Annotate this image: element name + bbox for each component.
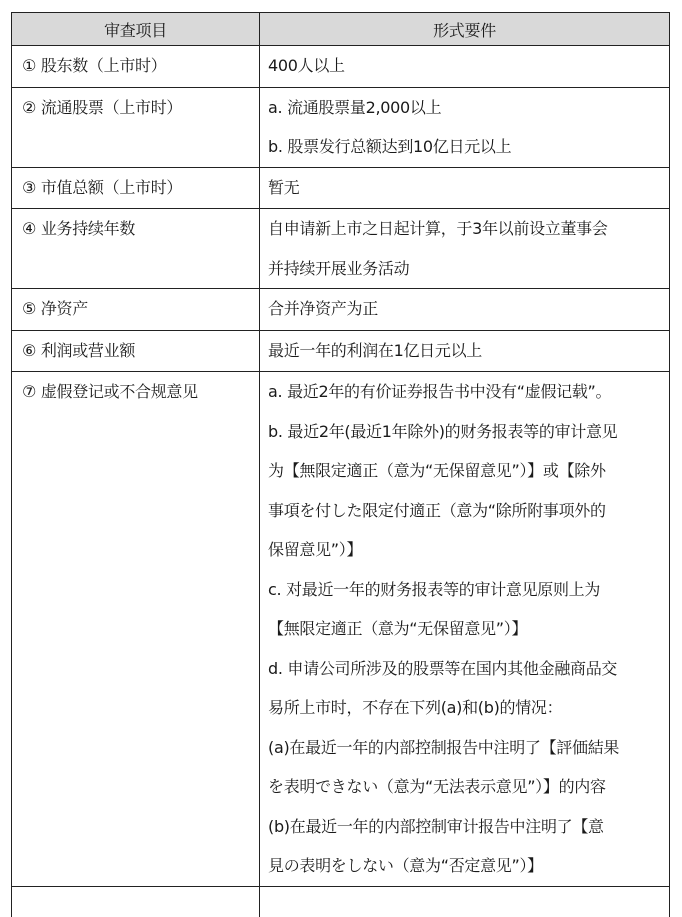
table-row-cut-off [12,886,670,917]
table-row [12,167,670,209]
table-row [12,372,670,887]
requirement-line: 易所上市时，不存在下列(a)和(b)的情况： [268,698,563,717]
requirement-line: b. 最近2年(最近1年除外)的财务报表等的审计意见 [268,421,618,441]
requirement-line: 为【無限定適正（意为“无保留意见”）】或【除外 [268,461,606,480]
review-item-label: ⑥ 利润或营业额 [22,340,136,360]
review-item-cell [12,87,260,167]
review-item-label: ② 流通股票（上市时） [22,97,183,117]
table-row [12,209,670,289]
header-review-item: 审查项目 [12,13,260,46]
review-item-label: ⑦ 虚假登记或不合规意见 [22,382,198,401]
table-row [12,46,670,88]
review-item-cell [12,167,260,209]
empty-cell [12,886,260,917]
requirement-line: 暂无 [268,177,300,197]
requirement-line: 見の表明をしない（意为“否定意见”）】 [268,856,543,875]
table-header-row [12,13,670,46]
requirement-line: a. 最近2年的有价证券报告书中没有“虚假记载”。 [268,382,612,401]
empty-cell [260,886,670,917]
review-item-cell [12,209,260,289]
review-item-label: ③ 市值总额（上市时） [22,177,183,197]
requirement-line: 保留意见”）】 [268,540,363,559]
review-item-label: ④ 业务持续年数 [22,219,136,238]
requirement-cell [260,167,670,209]
requirement-line: b. 股票发行总额达到10亿日元以上 [268,137,512,156]
requirement-line: 【無限定適正（意为“无保留意见”）】 [268,619,528,638]
listing-requirements-table [11,12,670,917]
requirement-line: 并持续开展业务活动 [268,258,410,278]
requirement-line: 最近一年的利润在1亿日元以上 [268,340,482,360]
table-row [12,289,670,331]
requirement-cell [260,289,670,331]
review-item-label: ① 股东数（上市时） [22,56,167,75]
table-row [12,330,670,372]
requirement-line: (b)在最近一年的内部控制审计报告中注明了【意 [268,816,604,836]
requirement-cell [260,209,670,289]
requirement-line: 合并净资产为正 [268,299,378,318]
requirement-line: 事項を付した限定付適正（意为“除所附事项外的 [268,500,606,520]
header-formal-requirement: 形式要件 [260,13,670,46]
requirement-line: c. 对最近一年的财务报表等的审计意见原则上为 [268,579,601,599]
requirement-line: a. 流通股票量2,000以上 [268,97,442,117]
requirement-line: d. 申请公司所涉及的股票等在国内其他金融商品交 [268,658,618,678]
review-item-cell [12,330,260,372]
requirement-cell [260,46,670,88]
requirement-cell [260,372,670,887]
review-item-cell [12,46,260,88]
requirement-cell [260,87,670,167]
review-item-cell [12,289,260,331]
table-row [12,87,670,167]
review-item-cell [12,372,260,887]
review-item-label: ⑤ 净资产 [22,299,88,318]
requirement-line: 自申请新上市之日起计算，于3年以前设立董事会 [268,219,608,238]
requirement-cell [260,330,670,372]
requirement-line: (a)在最近一年的内部控制报告中注明了【評価結果 [268,737,620,757]
requirement-line: 400人以上 [268,56,345,75]
requirement-line: を表明できない（意为“无法表示意见”）】的内容 [268,777,606,796]
